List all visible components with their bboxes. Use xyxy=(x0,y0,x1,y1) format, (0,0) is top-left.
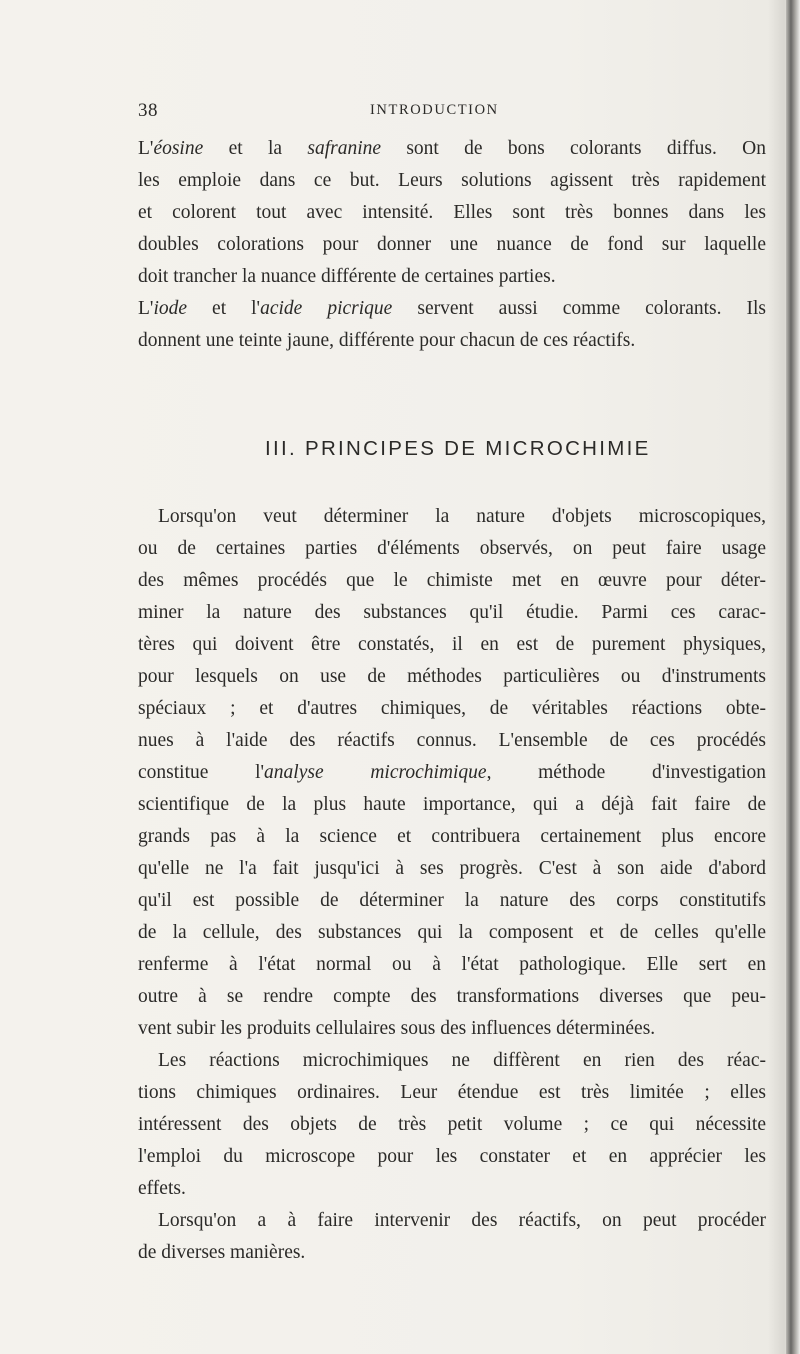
paragraph-line: Les réactions microchimiques ne diffèrent en rien des réac- xyxy=(158,1050,766,1071)
paragraph-line: donnent une teinte jaune, différente pour chacun de ces réactifs. xyxy=(138,330,636,351)
paragraph-line: Lorsqu'on a à faire intervenir des réactifs, on peut procéder xyxy=(158,1210,766,1231)
paragraph-line xyxy=(138,293,766,325)
text-fragment: L' xyxy=(138,298,154,319)
paragraph-line: tères qui doivent être constatés, il en est de purement physiques, xyxy=(138,634,766,655)
paragraph-line: qu'il est possible de déterminer la nature des corps constitutifs xyxy=(138,890,766,911)
section-body xyxy=(138,501,766,1269)
paragraph-line: ou de certaines parties d'éléments observés, on peut faire usage xyxy=(138,538,766,559)
page-header xyxy=(138,100,770,126)
paragraph-line: spéciaux ; et d'autres chimiques, de véritables réactions obte- xyxy=(138,698,766,719)
text-fragment: L' xyxy=(138,138,154,159)
text-fragment: sont de bons colorants diffus. On xyxy=(381,138,766,159)
paragraph-line: tions chimiques ordinaires. Leur étendue est très limitée ; elles xyxy=(138,1082,766,1103)
paragraph-line: nues à l'aide des réactifs connus. L'ensemble de ces procédés xyxy=(138,730,766,751)
italic-term: acide picrique xyxy=(260,298,393,319)
paragraph-line: qu'elle ne l'a fait jusqu'ici à ses progrès. C'est à son aide d'abord xyxy=(138,858,766,879)
italic-term: iode xyxy=(153,298,188,319)
italic-term: safranine xyxy=(307,138,382,159)
text-fragment: constitue l' xyxy=(138,762,265,783)
paragraph-line: Lorsqu'on veut déterminer la nature d'objets microscopiques, xyxy=(158,506,766,527)
paragraph-line xyxy=(138,133,766,165)
paragraph-line: de la cellule, des substances qui la composent et de celles qu'elle xyxy=(138,922,766,943)
running-head: INTRODUCTION xyxy=(370,102,499,118)
text-fragment: et la xyxy=(203,138,308,159)
italic-term: analyse microchimique xyxy=(264,762,487,783)
opening-text xyxy=(138,133,766,357)
paragraph-line: intéressent des objets de très petit volume ; ce qui nécessite xyxy=(138,1114,766,1135)
italic-term: éosine xyxy=(153,138,204,159)
text-fragment: et l' xyxy=(187,298,261,319)
paragraph-line: pour lesquels on use de méthodes particulières ou d'instruments xyxy=(138,666,766,687)
paragraph-line: miner la nature des substances qu'il étudie. Parmi ces carac- xyxy=(138,602,766,623)
paragraph-line: de diverses manières. xyxy=(138,1242,306,1263)
paragraph-line: renferme à l'état normal ou à l'état pathologique. Elle sert en xyxy=(138,954,766,975)
section-heading: III. PRINCIPES DE MICROCHIMIE xyxy=(265,437,651,460)
paragraph-line: l'emploi du microscope pour les constater et en apprécier les xyxy=(138,1146,766,1167)
paragraph-line: outre à se rendre compte des transformations diverses que peu- xyxy=(138,986,766,1007)
text-fragment: servent aussi comme colorants. Ils xyxy=(392,298,767,319)
paragraph-line: grands pas à la science et contribuera certainement plus encore xyxy=(138,826,766,847)
paragraph-line xyxy=(138,757,766,789)
paragraph-line: des mêmes procédés que le chimiste met en œuvre pour déter- xyxy=(138,570,766,591)
paragraph-line: et colorent tout avec intensité. Elles sont très bonnes dans les xyxy=(138,202,766,223)
paragraph-line: effets. xyxy=(138,1178,186,1199)
page-number: 38 xyxy=(138,100,158,121)
paragraph-line: vent subir les produits cellulaires sous des influences déterminées. xyxy=(138,1018,656,1039)
page-edge xyxy=(786,0,800,1354)
paragraph-line: doit trancher la nuance différente de certaines parties. xyxy=(138,266,556,287)
paragraph-line: scientifique de la plus haute importance, qui a déjà fait faire de xyxy=(138,794,766,815)
text-fragment: , méthode d'investigation xyxy=(486,762,766,783)
paragraph-line: doubles colorations pour donner une nuance de fond sur laquelle xyxy=(138,234,766,255)
paragraph-line: les emploie dans ce but. Leurs solutions agissent très rapidement xyxy=(138,170,766,191)
